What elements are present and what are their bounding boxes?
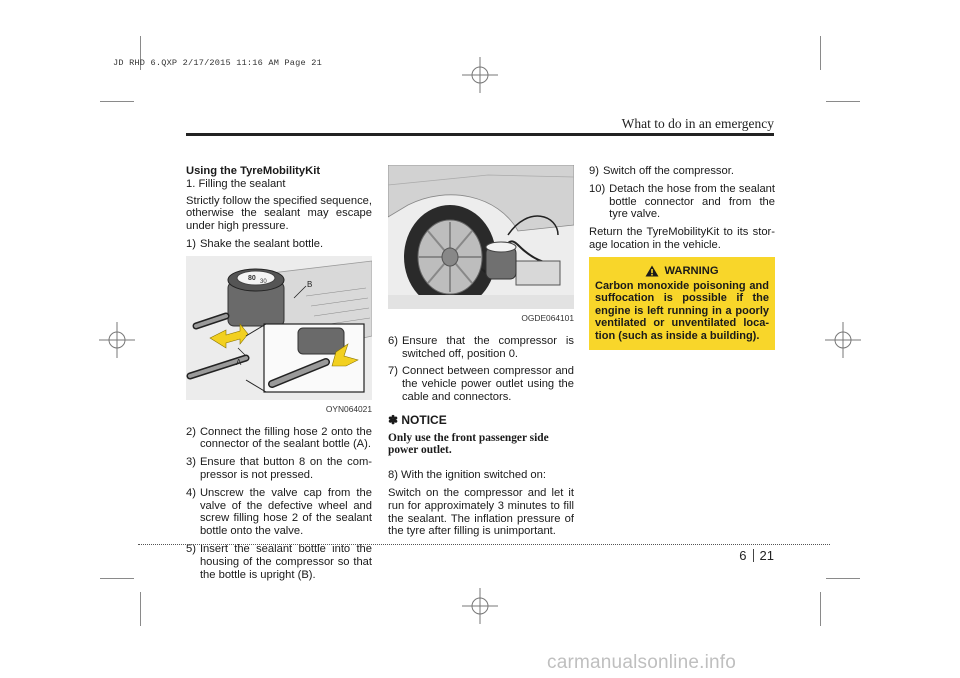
procedure-heading: Using the TyreMobilityKit bbox=[186, 165, 321, 177]
wheel-compressor-figure bbox=[388, 165, 574, 309]
compressor-illustration bbox=[186, 256, 372, 400]
step-2 bbox=[186, 426, 372, 452]
warning-title-text: WARNING bbox=[664, 264, 719, 277]
step-10 bbox=[589, 183, 775, 221]
sealant-bottle-figure bbox=[186, 256, 372, 400]
crop-mark bbox=[140, 592, 141, 626]
notice-title: ✽ NOTICE bbox=[388, 412, 447, 427]
page-number bbox=[739, 548, 774, 563]
figure-code: OYN064021 bbox=[325, 403, 372, 414]
notice-body: Only use the front passenger side power outlet. bbox=[388, 431, 549, 457]
step-text: Shake the sealant bottle. bbox=[199, 237, 324, 250]
warning-box bbox=[589, 257, 775, 350]
wheel-illustration bbox=[388, 165, 574, 309]
registration-mark-icon bbox=[462, 57, 498, 93]
step-number: 4) bbox=[186, 486, 196, 499]
step-5 bbox=[186, 543, 372, 581]
step-number: 6) bbox=[388, 334, 398, 347]
figure-code: OGDE064101 bbox=[521, 313, 574, 323]
section-title: What to do in an emergency bbox=[621, 116, 774, 131]
warning-body: Carbon monoxide poisoning and suffocation is possible if the engine is left running in a poorly ventilated or unventilated loca-tion (such as inside a building). bbox=[595, 279, 769, 342]
step-7 bbox=[388, 365, 574, 403]
callout-a: A bbox=[236, 357, 242, 367]
callout-b: B bbox=[307, 279, 313, 289]
step-9 bbox=[589, 165, 775, 178]
step-text: Switch off the compressor. bbox=[602, 165, 734, 177]
step-number: 10) bbox=[589, 182, 606, 195]
header-rule bbox=[186, 133, 774, 136]
crop-mark bbox=[826, 101, 860, 102]
watermark: carmanualsonline.info bbox=[547, 652, 737, 673]
step-text: Connect between compressor and the vehicle power outlet using the cable and connectors. bbox=[401, 365, 574, 403]
step-number: 1) bbox=[186, 237, 196, 250]
return-paragraph: Return the TyreMobilityKit to its stor-age location in the vehicle. bbox=[589, 226, 775, 251]
registration-mark-icon bbox=[825, 322, 861, 358]
step-number: 2) bbox=[186, 425, 196, 438]
crop-mark bbox=[100, 101, 134, 102]
registration-mark-icon bbox=[462, 588, 498, 624]
step-1 bbox=[186, 238, 372, 251]
step-3 bbox=[186, 456, 372, 482]
crop-mark bbox=[100, 578, 134, 579]
procedure-subheading: 1. Filling the sealant bbox=[186, 177, 286, 190]
crop-mark bbox=[820, 36, 821, 70]
step-text: Ensure that button 8 on the com-pressor is not pressed. bbox=[199, 456, 372, 481]
step-4 bbox=[186, 487, 372, 538]
step-text: Ensure that the compressor is switched off, position 0. bbox=[401, 334, 574, 360]
step-number: 9) bbox=[589, 165, 599, 177]
step-number: 7) bbox=[388, 365, 398, 378]
column-2 bbox=[388, 165, 574, 543]
crop-mark bbox=[820, 592, 821, 626]
step-number: 3) bbox=[186, 456, 196, 469]
step-text: Connect the filling hose 2 onto the connector of the sealant bottle (A). bbox=[199, 425, 372, 451]
step-6 bbox=[388, 335, 574, 361]
step-text: Insert the sealant bottle into the housing of the compressor so that the bottle is upright (B). bbox=[199, 542, 372, 581]
warning-triangle-icon bbox=[645, 265, 659, 277]
footer-dotted-rule bbox=[138, 544, 830, 545]
page-number-value: 21 bbox=[759, 548, 774, 563]
step-8-body: Switch on the compressor and let it run for approximately 3 minutes to fill the sealant. The inflation pressure of the tyre after filling is unimportant. bbox=[388, 486, 574, 538]
registration-mark-icon bbox=[99, 322, 135, 358]
column-1 bbox=[186, 165, 372, 586]
column-3 bbox=[589, 165, 775, 350]
crop-mark bbox=[826, 578, 860, 579]
dial-label: 30 bbox=[260, 278, 267, 285]
chapter-number: 6 bbox=[739, 548, 747, 563]
dial-label: 80 bbox=[248, 274, 256, 282]
step-number: 5) bbox=[186, 542, 196, 555]
warning-title bbox=[595, 265, 769, 278]
page-number-separator bbox=[753, 549, 754, 562]
step-text: Unscrew the valve cap from the valve of the defective wheel and screw filling hose 2 of the sealant bottle onto the valve. bbox=[199, 486, 372, 538]
print-slug: JD RHD 6.QXP 2/17/2015 11:16 AM Page 21 bbox=[113, 58, 322, 68]
step-text: Detach the hose from the sealant bottle connector and from the tyre valve. bbox=[609, 182, 775, 221]
step-8-heading: 8) With the ignition switched on: bbox=[388, 469, 546, 482]
intro-paragraph: Strictly follow the specified sequence, otherwise the sealant may escape under high pressure. bbox=[186, 194, 372, 233]
